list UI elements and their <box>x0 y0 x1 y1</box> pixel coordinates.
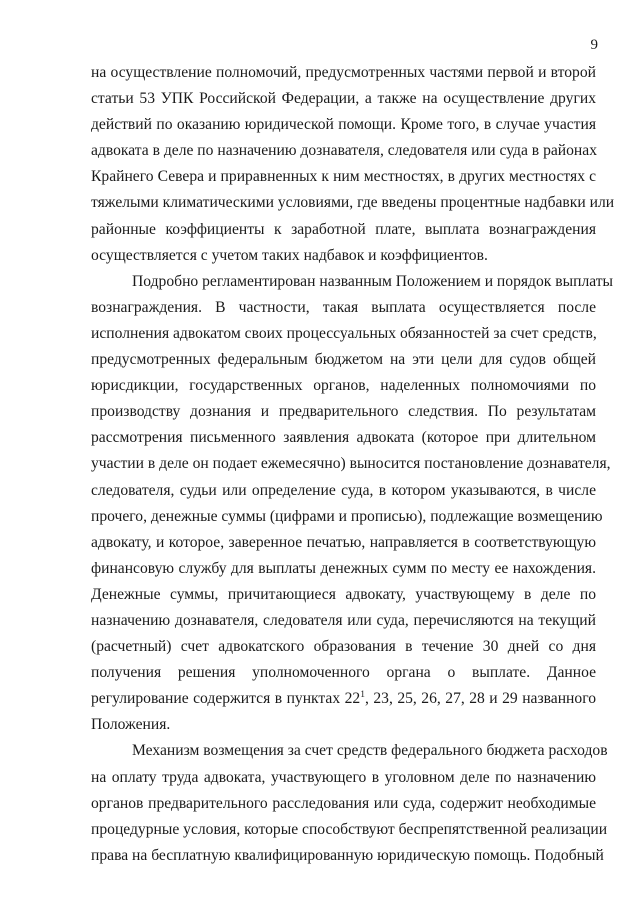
body-text <box>91 60 615 869</box>
text-line: Механизм возмещения за счет средств федерального бюджета расходов <box>132 742 608 760</box>
text-line-with-footnote <box>91 686 596 712</box>
text-line: Денежные суммы, причитающиеся адвокату, участвующему в деле по <box>91 585 596 603</box>
text-line: производству дознания и предварительного следствия. По результатам <box>91 403 596 421</box>
text-line: на оплату труда адвоката, участвующего в уголовном деле по назначению <box>91 768 596 786</box>
text-line: следователя, судьи или определение суда, в котором указываются, в числе <box>91 481 596 499</box>
paragraph-1 <box>91 60 615 269</box>
text-line: вознаграждения. В частности, такая выплата осуществляется после <box>91 298 596 316</box>
paragraph-3 <box>91 738 608 868</box>
text-line: Подробно регламентирован названным Положением и порядок выплаты <box>132 272 614 290</box>
text-line: тяжелыми климатическими условиями, где введены процентные надбавки или <box>91 194 615 212</box>
text-line: рассмотрения письменного заявления адвоката (которое при длительном <box>91 429 596 447</box>
text-line: адвоката в деле по назначению дознавателя, следователя или суда в районах <box>91 142 597 160</box>
text-line: исполнения адвокатом своих процессуальных обязанностей за счет средств, <box>91 324 597 342</box>
text-line: адвокату, и которое, заверенное печатью, направляется в соответствующую <box>91 533 596 551</box>
text-line: прочего, денежные суммы (цифрами и прописью), подлежащие возмещению <box>91 507 603 525</box>
text-line: органов предварительного расследования или суда, содержит необходимые <box>91 794 596 812</box>
footnote-superscript: 1 <box>360 690 365 701</box>
text-line: на осуществление полномочий, предусмотренных частями первой и второй <box>91 64 596 81</box>
text-line: назначению дознавателя, следователя или суда, перечисляются на текущий <box>91 611 596 629</box>
text-line: осуществляется с учетом таких надбавок и коэффициентов. <box>91 246 488 264</box>
text-line: действий по оказанию юридической помощи. Кроме того, в случае участия <box>91 116 596 134</box>
text-line: получения решения уполномоченного органа о выплате. Данное <box>91 664 596 682</box>
text-line: статьи 53 УПК Российской Федерации, а также на осуществление других <box>91 90 596 108</box>
text-line: процедурные условия, которые способствуют беспрепятственной реализации <box>91 820 608 838</box>
text-line: участии в деле он подает ежемесячно) выносится постановление дознавателя, <box>91 455 611 473</box>
paragraph-2 <box>91 269 614 739</box>
text-segment: регулирование содержится в пунктах 22 <box>91 690 361 708</box>
text-line: финансовую службу для выплаты денежных сумм по месту ее нахождения. <box>91 559 596 577</box>
page-number: 9 <box>590 37 598 53</box>
text-line: районные коэффициенты к заработной плате, выплата вознаграждения <box>91 220 596 238</box>
text-segment: , 23, 25, 26, 27, 28 и 29 названного <box>364 690 597 708</box>
text-line: юрисдикции, государственных органов, наделенных полномочиями по <box>91 377 596 395</box>
text-line: Положения. <box>91 716 171 734</box>
text-line: Крайнего Севера и приравненных к ним местностях, в других местностях с <box>91 168 596 186</box>
text-line: (расчетный) счет адвокатского образования в течение 30 дней со дня <box>91 638 596 656</box>
text-line: права на бесплатную квалифицированную юридическую помощь. Подобный <box>91 846 604 864</box>
text-line: предусмотренных федеральным бюджетом на эти цели для судов общей <box>91 351 596 369</box>
